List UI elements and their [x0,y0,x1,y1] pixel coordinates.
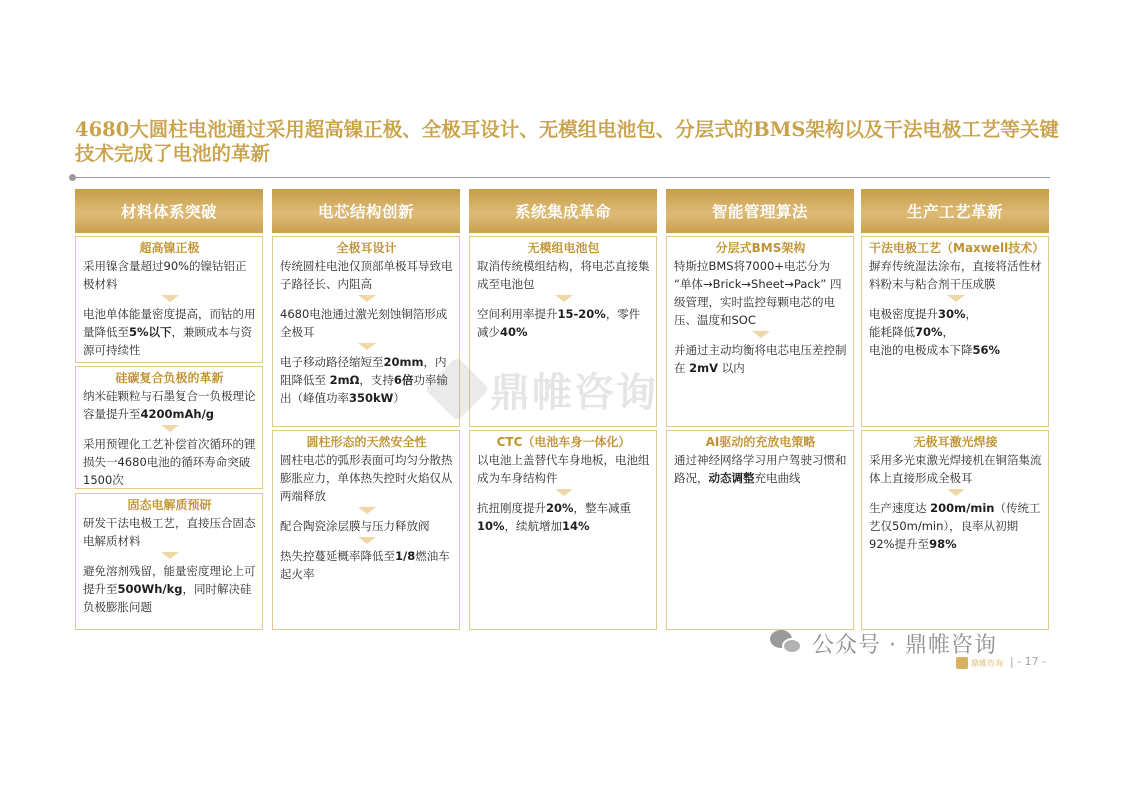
box-paragraph: 特斯拉BMS将7000+电芯分为 “单体→Brick→Sheet→Pack” 四级管理，实时监控每颗电芯的电压、温度和SOC [674,259,842,327]
box-title: 无极耳激光焊接 [913,435,998,449]
column-header-production-process: 生产工艺革新 [861,189,1049,233]
box-paragraph: 生产速度达 200m/min（传统工艺仅50m/min），良率从初期92%提升至98% [869,501,1041,551]
box-title: 硅碳复合负极的革新 [115,371,224,385]
down-arrow-icon [555,489,573,496]
box-title: AI驱动的充放电策略 [705,435,816,449]
info-box [272,236,460,427]
box-title: 超高镍正极 [139,241,200,255]
box-paragraph: 摒弃传统湿法涂布，直接将活性材料粉末与粘合剂干压成膜 [869,259,1042,291]
info-box [666,236,854,427]
info-box [469,430,657,630]
page-number: | - 17 - [1010,655,1047,668]
box-paragraph: 以电池上盖替代车身地板，电池组成为车身结构件 [477,453,650,485]
info-box [666,430,854,630]
wechat-icon [770,630,804,656]
down-arrow-icon [358,507,376,514]
info-box [75,236,263,363]
info-box [75,366,263,489]
info-box [75,493,263,630]
down-arrow-icon [947,295,965,302]
column-header-cell-structure: 电芯结构创新 [272,189,460,233]
footer-logo [956,656,1006,670]
down-arrow-icon [752,331,770,338]
down-arrow-icon [947,489,965,496]
down-arrow-icon [161,425,179,432]
box-title: 全极耳设计 [336,241,397,255]
box-paragraph: 空间利用率提升15-20%，零件减少40% [477,307,641,339]
page-title: 4680大圆柱电池通过采用超高镍正极、全极耳设计、无模组电池包、分层式的BMS架构以及干法电极工艺等关键技术完成了电池的革新 [75,118,1059,165]
box-paragraph: 避免溶剂残留，能量密度理论上可提升至500Wh/kg，同时解决硅负极膨胀问题 [83,564,256,614]
down-arrow-icon [358,537,376,544]
down-arrow-icon [358,295,376,302]
info-box [861,430,1049,630]
box-paragraph: 采用预锂化工艺补偿首次循环的锂损失一4680电池的循环寿命突破1500次 [83,437,256,487]
box-title: 固态电解质预研 [127,498,212,512]
box-paragraph: 电子移动路径缩短至20mm，内阻降低至 2mΩ，支持6倍功率输出（峰值功率350kW） [280,355,448,405]
box-paragraph: 电池单体能量密度提高，而钴的用量降低至5%以下，兼顾成本与资源可持续性 [83,307,256,357]
box-paragraph: 4680电池通过激光刻蚀铜箔形成全极耳 [280,307,448,339]
box-paragraph: 配合陶瓷涂层膜与压力释放阀 [280,519,430,533]
box-paragraph: 传统圆柱电池仅顶部单极耳导致电子路径长、内阻高 [280,259,453,291]
box-title: 分层式BMS架构 [715,241,806,255]
box-paragraph: 电极密度提升30%， 能耗降低70%， 电池的电极成本下降56% [869,307,1001,357]
box-paragraph: 研发干法电极工艺，直接压合固态电解质材料 [83,516,256,548]
info-box [861,236,1049,427]
down-arrow-icon [555,295,573,302]
box-title: CTC（电池车身一体化） [496,435,631,449]
title-divider [72,177,1050,178]
column-header-materials: 材料体系突破 [75,189,263,233]
info-box [272,430,460,630]
column-header-system-integration: 系统集成革命 [469,189,657,233]
box-paragraph: 圆柱电芯的弧形表面可均匀分散热膨胀应力，单体热失控时火焰仅从两端释放 [280,453,453,503]
box-paragraph: 采用多光束激光焊接机在铜箔集流体上直接形成全极耳 [869,453,1042,485]
box-title: 圆柱形态的天然安全性 [306,435,427,449]
down-arrow-icon [161,552,179,559]
column-header-smart-management: 智能管理算法 [666,189,854,233]
box-paragraph: 热失控蔓延概率降低至1/8燃油车起火率 [280,549,450,581]
info-box [469,236,657,427]
box-paragraph: 纳米硅颗粒与石墨复合一负极理论容量提升至4200mAh/g [83,389,256,421]
box-title: 无模组电池包 [527,241,600,255]
wechat-account-text: 公众号 · 鼎帷咨询 [812,632,997,658]
box-paragraph: 取消传统模组结构，将电芯直接集成至电池包 [477,259,650,291]
divider-dot [69,174,76,181]
box-paragraph: 采用镍含量超过90%的镍钴铝正极材料 [83,259,247,291]
box-title: 干法电极工艺（Maxwell技术） [869,241,1045,255]
footer-logo-text: 鼎帷咨询 [971,658,1003,668]
box-paragraph: 并通过主动均衡将电芯电压差控制在 2mV 以内 [674,343,847,375]
box-paragraph: 通过神经网络学习用户驾驶习惯和路况，动态调整充电曲线 [674,453,847,485]
down-arrow-icon [161,295,179,302]
box-paragraph: 抗扭刚度提升20%，整车减重 10%，续航增加14% [477,501,632,533]
down-arrow-icon [358,343,376,350]
wechat-account [770,628,997,658]
brand-logo-icon [956,657,968,669]
